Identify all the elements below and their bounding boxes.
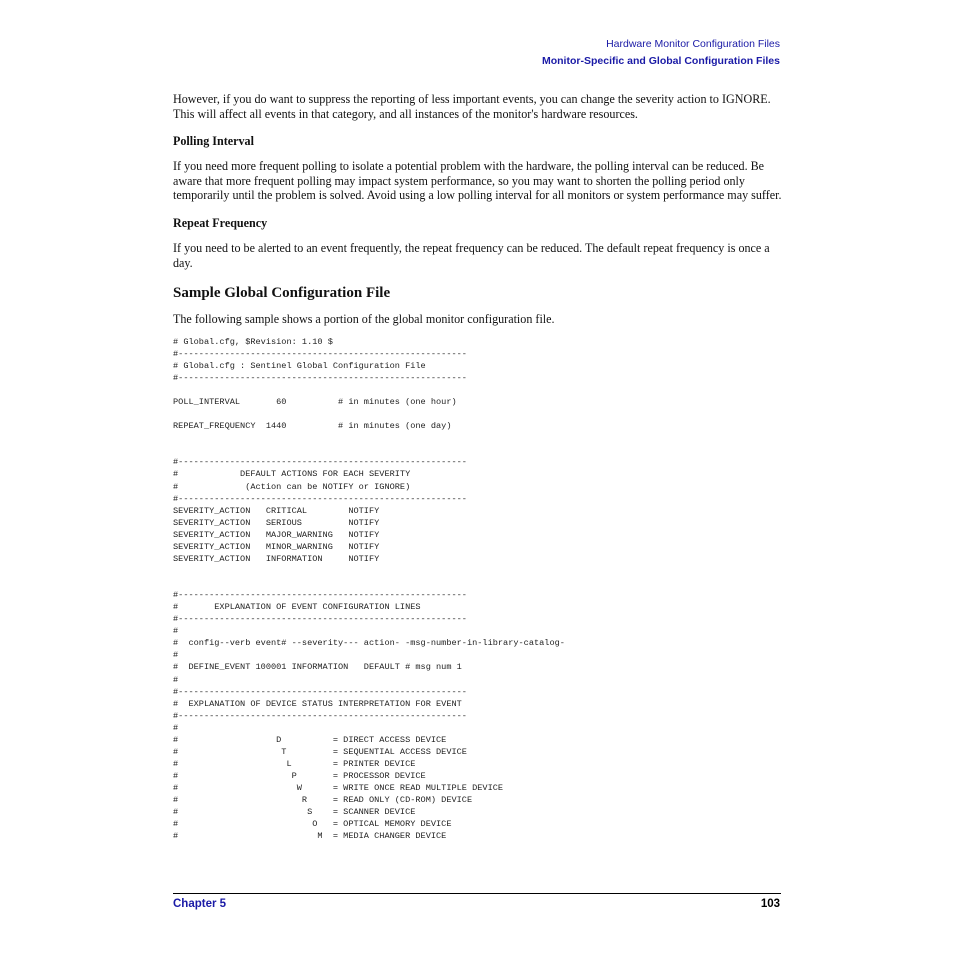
heading-repeat-frequency: Repeat Frequency — [173, 215, 268, 230]
paragraph-sample: The following sample shows a portion of the global monitor configuration file. — [173, 312, 555, 327]
footer-rule — [173, 893, 781, 894]
paragraph-ignore: However, if you do want to suppress the reporting of less important events, you can change the severity action to IGNORE. This will affect all events in that category, and all instances of the monitor's hardware resources. — [173, 92, 771, 121]
heading-polling-interval: Polling Interval — [173, 134, 254, 149]
page-content — [173, 92, 783, 842]
footer-page-number: 103 — [760, 898, 780, 910]
section-title: Sample Global Configuration File — [173, 285, 391, 302]
running-header-title: Hardware Monitor Configuration Files — [606, 38, 780, 50]
paragraph-repeat: If you need to be alerted to an event frequently, the repeat frequency can be reduced. The default repeat frequency is once a day. — [173, 240, 770, 270]
footer-chapter: Chapter 5 — [173, 898, 227, 910]
code-listing: # Global.cfg, $Revision: 1.10 $ #-------------------------------------------------------- # Global.cfg : Sentinel Global Configuration File #-------------------------------------------------------- POLL_INTERVAL 60 # in minutes (one hour) REPEAT_FREQUENCY 1440 # in minutes (one day) #-------------------------------------------------------- # DEFAULT ACTIONS FOR EACH SEVERITY # (Action can be NOTIFY or IGNORE) #-------------------------------------------------------- SEVERITY_ACTION CRITICAL NOTIFY SEVERITY_ACTION SERIOUS NOTIFY SEVERITY_ACTION MAJOR_WARNING NOTIFY SEVERITY_ACTION MINOR_WARNING NOTIFY SEVERITY_ACTION INFORMATION NOTIFY #-------------------------------------------------------- # EXPLANATION OF EVENT CONFIGURATION LINES #-------------------------------------------------------- # # config--verb event# --severity--- action- -msg-number-in-library-catalog- # # DEFINE_EVENT 100001 INFORMATION DEFAULT # msg num 1 # #-------------------------------------------------------- # EXPLANATION OF DEVICE STATUS INTERPRETATION FOR EVENT #-------------------------------------------------------- # # D = DIRECT ACCESS DEVICE # T = SEQUENTIAL ACCESS DEVICE # L = PRINTER DEVICE # P = PROCESSOR DEVICE # W = WRITE ONCE READ MULTIPLE DEVICE # R = READ ONLY (CD-ROM) DEVICE # S = SCANNER DEVICE # O = OPTICAL MEMORY DEVICE # M = MEDIA CHANGER DEVICE — [173, 336, 565, 842]
paragraph-polling: If you need more frequent polling to isolate a potential problem with the hardware, the polling interval can be reduced. Be aware that more frequent polling may impact system performance, so you may want to shorten the polling period only temporarily until the problem is solved. Avoid using a low polling interval for all monitors or system performance may suffer. — [173, 159, 782, 203]
running-header-section: Monitor-Specific and Global Configuration Files — [541, 55, 780, 67]
